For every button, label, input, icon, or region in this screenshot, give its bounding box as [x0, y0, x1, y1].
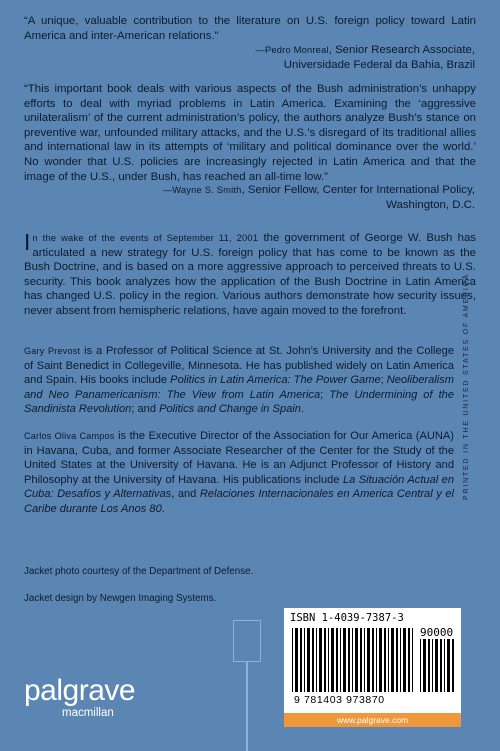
bio-end: . — [161, 502, 165, 515]
bio-separator: ; — [380, 374, 387, 386]
barcode-bar — [428, 639, 430, 692]
book-title: Politics in Latin America: The Power Game — [170, 374, 381, 386]
attribution-name: —Pedro Monreal — [255, 45, 329, 55]
book-title: Relaciones Internacionales en America Central y el Caribe durante Los Anos 80 — [24, 488, 454, 515]
ean-barcode — [292, 628, 416, 692]
publisher-url[interactable]: www.palgrave.com — [336, 715, 409, 725]
barcode-bar — [452, 639, 454, 692]
barcode-bar — [440, 639, 442, 692]
barcode-bar — [348, 628, 350, 692]
barcode-bar — [319, 628, 322, 692]
publisher-name: palgrave — [24, 674, 136, 707]
book-title: Politics and Change in Spain — [159, 403, 301, 415]
barcode-bar — [367, 628, 370, 692]
url-bar — [284, 713, 461, 727]
drop-cap: I — [24, 229, 31, 255]
book-title: Neoliberalism and Neo Panamericanism: The View from Latin America — [24, 374, 454, 401]
barcode-bar — [364, 628, 365, 692]
barcode-bar — [391, 628, 394, 692]
barcode-bar — [312, 628, 314, 692]
barcode-bar — [435, 639, 438, 692]
barcode-bar — [444, 639, 445, 692]
bio-separator: ; — [320, 388, 330, 401]
ean-digits: 9 781403 973870 — [294, 694, 385, 706]
bio-text: is a Professor of Political Science at St. John’s University and the College of Saint Benedict in Collegeville, Minnesota. He has published widely on Latin America and Spain. His books include — [24, 345, 454, 386]
bio-separator: , and — [171, 488, 200, 500]
book-title: The Undermining of the Sandinista Revolution — [24, 388, 454, 415]
attribution-title: , Senior Fellow, Center for International Policy, — [241, 184, 475, 196]
decorative-line — [246, 661, 248, 751]
summary-lead: n the wake of the events of September 11, 2001 — [32, 233, 259, 243]
barcode-bar — [376, 628, 377, 692]
barcode-bar — [412, 628, 413, 692]
author-bio-oliva-campos — [24, 429, 454, 516]
barcode-bar — [447, 639, 450, 692]
barcode-bar — [360, 628, 362, 692]
quote-smith: “This important book deals with various aspects of the Bush administration’s unhappy efforts to deal with myriad problems in Latin America. Examining the ‘aggressive unilateralism’ of the current administration’s policy, the authors analyze Bush’s stance on preventive war, unfounded military attacks, and the U.S.’s disregard of its traditional allies and international law in its attempts of ‘military and political dominance over the world.’ No wonder that U.S. policies are increasingly rejected in Latin America and that the image of the U.S., under Bush, has reached an all-time low.” — [24, 83, 476, 183]
barcode-panel — [284, 608, 461, 713]
barcode-bar — [336, 628, 338, 692]
addon-barcode — [420, 639, 456, 692]
book-title: La Situación Actual en Cuba: Desafíos y Alternativas — [24, 473, 454, 500]
barcode-bar — [423, 639, 426, 692]
barcode-bar — [372, 628, 374, 692]
isbn-label: ISBN 1-4039-7387-3 — [290, 612, 404, 624]
barcode-bar — [324, 628, 326, 692]
decorative-box — [233, 620, 261, 662]
printed-in-notice: PRINTED IN THE UNITED STATES OF AMERICA — [463, 273, 470, 500]
bio-separator: ; and — [131, 403, 160, 415]
author-name: Carlos Oliva Campos — [24, 431, 115, 441]
barcode-bar — [295, 628, 298, 692]
barcode-bar — [420, 639, 421, 692]
barcode-bar — [292, 628, 293, 692]
quote-monreal: “A unique, valuable contribution to the literature on U.S. foreign policy toward Latin America and inter-American relations.” — [24, 15, 476, 42]
barcode-bar — [408, 628, 410, 692]
attribution-name: —Wayne S. Smith — [162, 185, 242, 195]
attribution-smith — [55, 183, 475, 212]
jacket-photo-credit: Jacket photo courtesy of the Department of Defense. — [24, 566, 254, 577]
barcode-bar — [307, 628, 310, 692]
bio-end: . — [300, 403, 305, 415]
barcode-bar — [396, 628, 398, 692]
barcode-bar — [432, 639, 433, 692]
publisher-imprint: macmillan — [62, 707, 114, 719]
book-summary — [24, 231, 476, 319]
barcode-bar — [384, 628, 386, 692]
barcode-bar — [343, 628, 346, 692]
barcode-bar — [379, 628, 382, 692]
attribution-institution: Universidade Federal da Bahia, Brazil — [283, 58, 475, 71]
barcode-bar — [316, 628, 317, 692]
jacket-design-credit: Jacket design by Newgen Imaging Systems. — [24, 593, 217, 604]
barcode-bar — [300, 628, 302, 692]
publisher-logo — [24, 675, 135, 719]
barcode-bar — [331, 628, 334, 692]
barcode-bar — [400, 628, 401, 692]
bio-text: is the Executive Director of the Association for Our America (AUNA) in Havana, Cuba, and former Associate Researcher of the Center for the Study of the United States at the University of Havana. He is an Adjunct Professor of History and Philosophy at the University of Havana. His publications include — [24, 430, 454, 486]
barcode-bar — [403, 628, 406, 692]
summary-body: the government of George W. Bush has articulated a new strategy for U.S. foreign policy that has come to be known as the Bush Doctrine, and is based on a more aggressive approach to perceived threats to U.S. security. This book analyzes how the application of the Bush Doctrine in Latin America has changed U.S. policy in the region. Various authors demonstrate how security issues, never absent from hemispheric relations, have again moved to the forefront. — [24, 232, 477, 317]
barcode-bar — [340, 628, 341, 692]
barcode-bar — [355, 628, 358, 692]
attribution-title: , Senior Research Associate, — [328, 44, 475, 56]
price-code: 90000 — [420, 626, 454, 639]
barcode-bar — [304, 628, 305, 692]
barcode-bar — [328, 628, 329, 692]
author-name: Gary Prevost — [24, 346, 81, 356]
attribution-monreal — [55, 43, 475, 72]
author-bio-prevost — [24, 344, 454, 417]
attribution-location: Washington, D.C. — [386, 198, 475, 211]
barcode-bar — [352, 628, 353, 692]
barcode-bar — [388, 628, 389, 692]
